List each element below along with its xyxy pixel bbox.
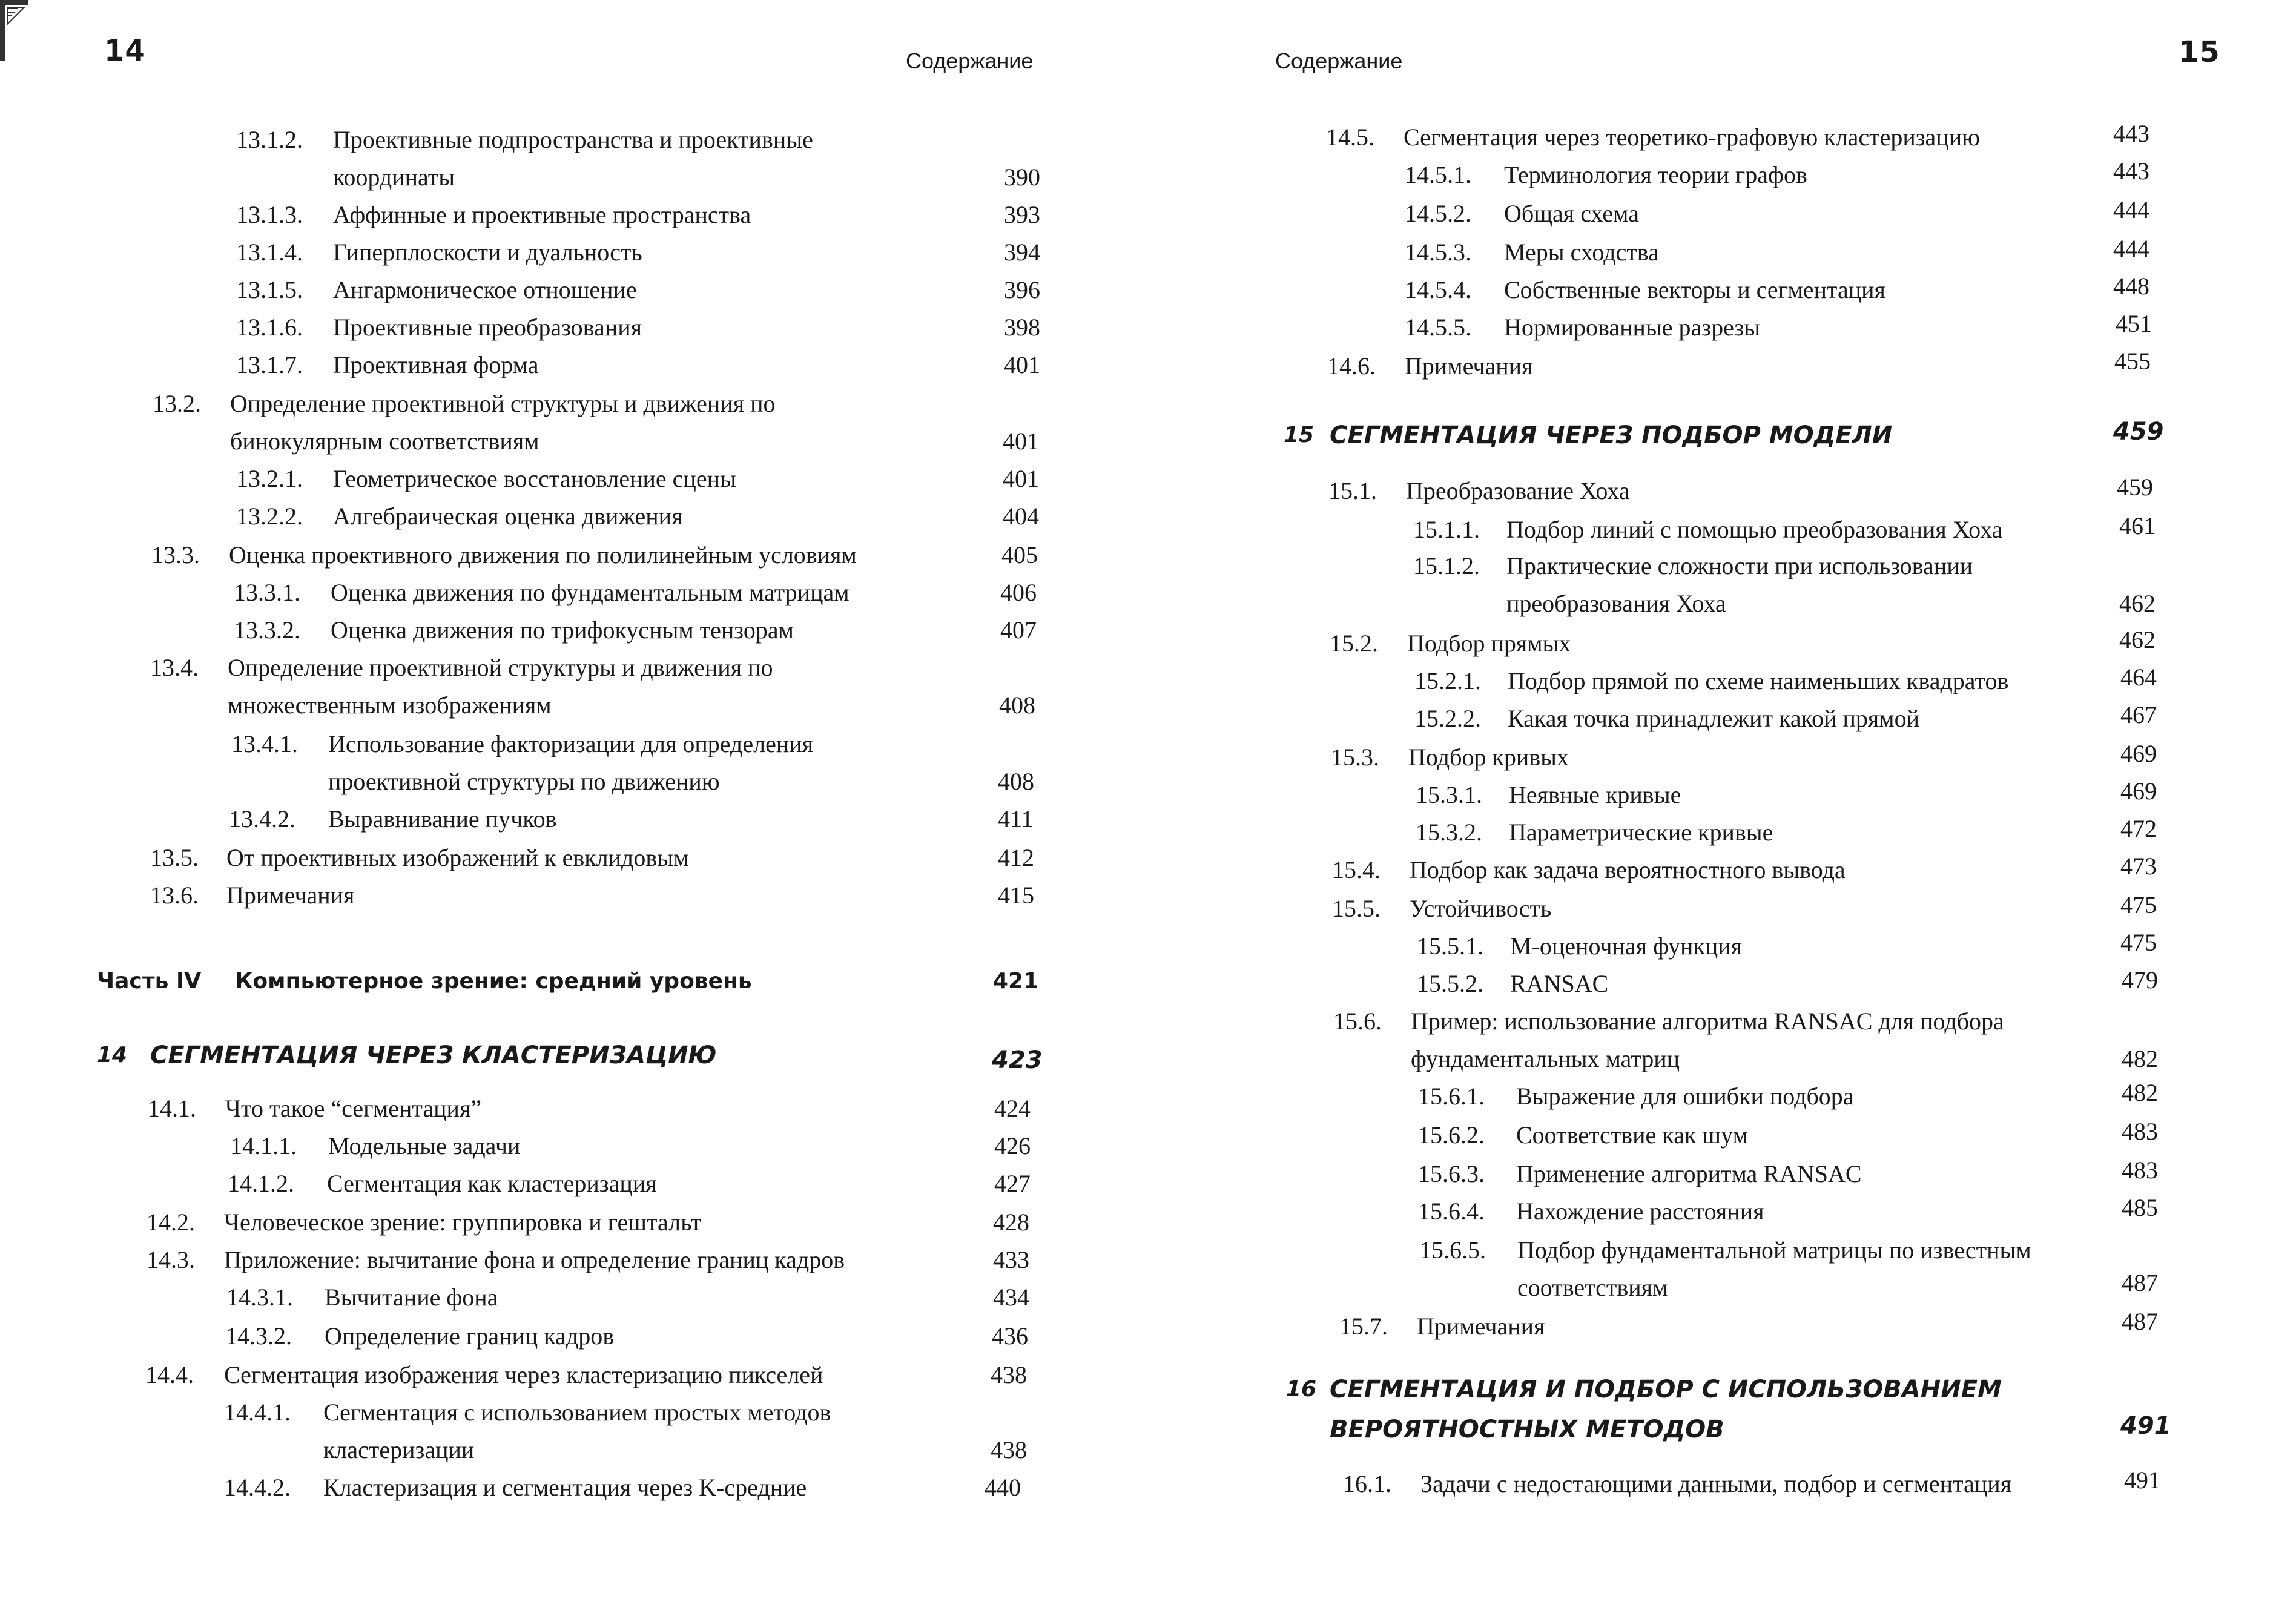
entry-page: 462 (2119, 626, 2156, 653)
toc-entry[interactable] (147, 1241, 1055, 1279)
toc-entry[interactable] (151, 536, 1060, 574)
toc-entry[interactable] (1417, 965, 2180, 1003)
entry-title: Подбор прямой по схеме наименьших квадратов (1508, 667, 2009, 694)
entry-title: Неявные кривые (1509, 781, 1681, 808)
entry-title: Проективные подпространства и проективные (333, 126, 813, 153)
entry-number: 15.3.2. (1416, 819, 1482, 846)
chapter-page: 459 (2113, 418, 2164, 446)
toc-entry[interactable] (1405, 156, 2174, 194)
entry-title: Пример: использование алгоритма RANSAC для подбора (1411, 1008, 2004, 1035)
part-title: Компьютерное зрение: средний уровень (235, 969, 752, 994)
chapter-title: СЕГМЕНТАЦИЯ ЧЕРЕЗ ПОДБОР МОДЕЛИ (1330, 421, 1893, 449)
entry-title: Сегментация как кластеризация (327, 1170, 657, 1197)
entry-title-continued: соответствиям (1517, 1274, 1668, 1301)
entry-number: 15.1. (1328, 477, 1377, 504)
toc-entry[interactable] (148, 1090, 1056, 1127)
entry-number: 15.6.2. (1418, 1121, 1485, 1149)
entry-page: 408 (999, 691, 1035, 719)
toc-entry[interactable] (1417, 928, 2180, 965)
toc-entry[interactable] (1405, 234, 2174, 271)
toc-entry[interactable] (1330, 625, 2177, 662)
entry-number: 15.1.2. (1413, 552, 1480, 579)
entry-page: 438 (991, 1361, 1027, 1388)
entry-title: Практические сложности при использовании (1506, 552, 1973, 579)
toc-entry[interactable] (231, 725, 1055, 800)
entry-page: 438 (991, 1436, 1027, 1463)
running-head: Содержание (1275, 48, 1403, 73)
entry-title: Оценка движения по трифокусным тензорам (331, 616, 794, 644)
toc-entry[interactable] (1405, 195, 2174, 233)
entry-title: Примечания (226, 882, 355, 909)
entry-page: 473 (2120, 853, 2157, 880)
entry-number: 14.1. (148, 1095, 196, 1122)
entry-page: 469 (2120, 777, 2157, 805)
entry-page: 401 (1003, 465, 1039, 492)
entry-number: 14.5.4. (1405, 276, 1471, 303)
toc-entry[interactable] (1339, 1308, 2187, 1345)
entry-number: 14.6. (1327, 352, 1376, 380)
entry-number: 14.5.3. (1405, 239, 1471, 266)
chapter-title: СЕГМЕНТАЦИЯ ЧЕРЕЗ КЛАСТЕРИЗАЦИЮ (150, 1041, 717, 1069)
entry-number: 15.6.5. (1419, 1236, 1486, 1264)
entry-title: Определение границ кадров (325, 1322, 615, 1350)
toc-entry[interactable] (153, 385, 1061, 460)
toc-entry[interactable] (150, 649, 1058, 724)
toc-entry[interactable] (1405, 271, 2174, 309)
entry-title: Сегментация изображения через кластеризацию пикселей (224, 1361, 823, 1388)
toc-entry[interactable] (225, 1318, 1049, 1355)
entry-title: Приложение: вычитание фона и определение границ кадров (224, 1246, 845, 1273)
entry-page: 487 (2122, 1269, 2158, 1296)
toc-entry[interactable] (1405, 309, 2174, 346)
entry-number: 14.4. (145, 1361, 194, 1388)
entry-title: Модельные задачи (328, 1132, 521, 1159)
toc-entry[interactable] (1413, 511, 2176, 549)
entry-page: 408 (998, 768, 1034, 795)
toc-entry[interactable] (1414, 662, 2177, 700)
chapter-number: 14 (97, 1043, 128, 1067)
entry-number: 15.7. (1339, 1313, 1388, 1340)
entry-title: Человеческое зрение: группировка и гештальт (224, 1209, 702, 1236)
entry-number: 13.3.2. (234, 616, 300, 644)
entry-number: 14.4.2. (224, 1474, 291, 1501)
entry-number: 14.5.1. (1405, 161, 1471, 188)
entry-number: 13.1.7. (236, 351, 303, 378)
toc-entry[interactable] (226, 1279, 1050, 1316)
entry-number: 15.2.1. (1414, 667, 1481, 694)
entry-number: 13.4.2. (229, 805, 295, 833)
entry-title: Подбор кривых (1408, 744, 1569, 771)
entry-page: 433 (993, 1246, 1029, 1273)
entry-page: 412 (998, 844, 1034, 871)
entry-title-continued: бинокулярным соответствиям (230, 427, 539, 455)
toc-entry[interactable] (1343, 1465, 2191, 1503)
toc-entry[interactable] (1332, 851, 2180, 889)
entry-title: Меры сходства (1504, 239, 1659, 266)
entry-number: 13.5. (150, 844, 199, 871)
entry-number: 15.6. (1333, 1008, 1382, 1035)
entry-title-continued: фундаментальных матриц (1411, 1045, 1680, 1072)
entry-title: Терминология теории графов (1504, 161, 1807, 188)
chapter-heading[interactable] (1284, 415, 2174, 455)
entry-page: 461 (2119, 512, 2156, 539)
entry-title-continued: проективной структуры по движению (328, 768, 720, 795)
chapter-heading[interactable] (97, 1035, 1041, 1075)
entry-number: 14.5. (1326, 124, 1374, 151)
page-number: 15 (2179, 35, 2220, 69)
entry-title: Задачи с недостающими данными, подбор и сегментация (1420, 1470, 2011, 1497)
toc-entry[interactable] (1413, 547, 2176, 622)
entry-page: 426 (994, 1132, 1031, 1159)
entry-page: 415 (998, 882, 1034, 909)
entry-page: 448 (2113, 272, 2149, 300)
entry-number: 14.3.2. (225, 1322, 292, 1350)
chapter-title: СЕГМЕНТАЦИЯ И ПОДБОР С ИСПОЛЬЗОВАНИЕМ (1330, 1376, 2002, 1404)
entry-title: Устойчивость (1410, 895, 1552, 922)
entry-title: Нормированные разрезы (1504, 314, 1761, 341)
toc-entry[interactable] (236, 309, 1060, 346)
toc-entry[interactable] (1418, 1193, 2181, 1230)
entry-page: 401 (1004, 351, 1040, 378)
entry-page: 427 (994, 1170, 1031, 1197)
entry-number: 15.4. (1332, 856, 1381, 883)
toc-entry[interactable] (1416, 814, 2179, 851)
entry-title: Что такое “сегментация” (225, 1095, 482, 1122)
toc-entry[interactable] (236, 196, 1060, 234)
entry-page: 406 (1000, 579, 1037, 606)
part-heading[interactable] (97, 963, 1041, 1000)
entry-page: 434 (993, 1284, 1029, 1311)
entry-number: 14.5.5. (1405, 314, 1471, 341)
entry-title: Определение проективной структуры и движения по (230, 390, 776, 417)
entry-number: 14.4.1. (224, 1399, 291, 1426)
entry-page: 424 (994, 1095, 1031, 1122)
entry-number: 16.1. (1343, 1470, 1391, 1497)
entry-title-continued: множественным изображениям (228, 691, 552, 719)
entry-page: 436 (992, 1322, 1028, 1350)
entry-page: 479 (2122, 966, 2158, 994)
toc-entry[interactable] (228, 1165, 1051, 1202)
entry-page: 390 (1004, 163, 1040, 191)
entry-page: 444 (2113, 196, 2149, 223)
chapter-number: 16 (1286, 1377, 1317, 1402)
entry-title: Использование факторизации для определения (328, 730, 814, 757)
toc-entry[interactable] (1414, 700, 2177, 737)
entry-number: 15.1.1. (1413, 516, 1480, 543)
entry-number: 14.2. (147, 1209, 195, 1236)
entry-title: Определение проективной структуры и движения по (228, 654, 773, 681)
entry-title: От проективных изображений к евклидовым (226, 844, 689, 871)
toc-entry[interactable] (236, 460, 1060, 498)
toc-entry[interactable] (1331, 739, 2179, 776)
entry-page: 475 (2120, 929, 2157, 956)
entry-title: Сегментация с использованием простых методов (323, 1399, 831, 1426)
toc-entry[interactable] (236, 498, 1060, 535)
toc-entry[interactable] (1333, 1003, 2181, 1078)
toc-entry[interactable] (1332, 890, 2180, 928)
entry-number: 15.2.2. (1414, 705, 1481, 732)
entry-title: Соответствие как шум (1516, 1121, 1748, 1149)
entry-number: 15.5.1. (1417, 932, 1483, 960)
entry-title-continued: кластеризации (323, 1436, 475, 1463)
entry-title: Подбор как задача вероятностного вывода (1410, 856, 1846, 883)
entry-page: 475 (2120, 891, 2157, 919)
entry-page: 483 (2122, 1118, 2158, 1145)
entry-page: 444 (2113, 235, 2149, 262)
entry-number: 15.3. (1331, 744, 1379, 771)
entry-page: 462 (2119, 590, 2156, 617)
entry-number: 13.1.2. (236, 126, 303, 153)
entry-title: Какая точка принадлежит какой прямой (1508, 705, 1919, 732)
entry-number: 13.6. (150, 882, 199, 909)
toc-entry[interactable] (1327, 348, 2175, 385)
entry-page: 411 (998, 805, 1034, 833)
entry-title: Параметрические кривые (1509, 819, 1773, 846)
toc-entry[interactable] (224, 1469, 1047, 1506)
entry-page: 464 (2120, 664, 2157, 691)
entry-title: Алгебраическая оценка движения (333, 503, 683, 530)
toc-entry[interactable] (1418, 1155, 2181, 1193)
entry-title: Подбор прямых (1407, 630, 1571, 657)
entry-title: Общая схема (1504, 200, 1639, 227)
entry-title: Подбор линий с помощью преобразования Хоха (1506, 516, 2003, 543)
entry-title-continued: преобразования Хоха (1506, 590, 1726, 617)
toc-entry[interactable] (150, 877, 1058, 914)
toc-entry[interactable] (1328, 472, 2176, 510)
entry-number: 14.3. (147, 1246, 195, 1273)
entry-title: Аффинные и проективные пространства (333, 201, 751, 228)
toc-entry[interactable] (150, 839, 1058, 877)
toc-entry[interactable] (229, 800, 1052, 838)
entry-number: 15.2. (1330, 630, 1378, 657)
toc-entry[interactable] (145, 1356, 1054, 1394)
entry-number: 14.1.1. (230, 1132, 297, 1159)
toc-entry[interactable] (1418, 1078, 2181, 1115)
entry-page: 459 (2117, 473, 2153, 501)
entry-page: 469 (2120, 740, 2157, 767)
entry-title: Вычитание фона (325, 1284, 498, 1311)
toc-entry[interactable] (236, 271, 1060, 309)
entry-number: 15.3.1. (1416, 781, 1482, 808)
entry-number: 14.3.1. (226, 1284, 293, 1311)
entry-page: 407 (1000, 616, 1037, 644)
chapter-page: 423 (992, 1046, 1043, 1074)
entry-number: 13.1.6. (236, 314, 303, 341)
entry-page: 401 (1003, 427, 1039, 455)
toc-entry[interactable] (234, 574, 1057, 612)
entry-number: 15.6.3. (1418, 1160, 1485, 1187)
toc-entry[interactable] (147, 1204, 1055, 1241)
entry-page: 394 (1004, 239, 1040, 266)
entry-title: Проективная форма (333, 351, 539, 378)
entry-page: 491 (2124, 1466, 2160, 1494)
toc-entry[interactable] (1326, 119, 2174, 156)
entry-title-continued: координаты (333, 163, 455, 191)
entry-page: 443 (2113, 120, 2149, 147)
toc-entry[interactable] (236, 234, 1060, 271)
entry-page: 472 (2120, 815, 2157, 842)
entry-number: 13.4. (150, 654, 199, 681)
part-page: 421 (993, 969, 1039, 994)
entry-title: Оценка движения по фундаментальным матрицам (331, 579, 849, 606)
part-label: Часть IV (97, 969, 202, 994)
entry-number: 15.5. (1332, 895, 1381, 922)
running-head: Содержание (906, 48, 1034, 73)
entry-title: Преобразование Хоха (1406, 477, 1630, 504)
entry-page: 482 (2122, 1045, 2158, 1072)
toc-entry[interactable] (1416, 776, 2179, 814)
entry-page: 467 (2120, 701, 2157, 728)
entry-title: Ангармоническое отношение (333, 276, 637, 303)
toc-entry[interactable] (230, 1127, 1054, 1165)
entry-title: Подбор фундаментальной матрицы по известным (1517, 1236, 2031, 1264)
entry-title: Проективные преобразования (333, 314, 642, 341)
entry-title: Геометрическое восстановление сцены (333, 465, 736, 492)
chapter-heading[interactable] (1286, 1370, 2188, 1450)
page-number: 14 (104, 34, 146, 68)
entry-title: RANSAC (1510, 970, 1609, 997)
entry-page: 396 (1004, 276, 1040, 303)
entry-page: 404 (1003, 503, 1039, 530)
entry-page: 455 (2114, 348, 2151, 375)
entry-page: 482 (2122, 1079, 2158, 1106)
entry-page: 440 (985, 1474, 1021, 1501)
entry-page: 428 (993, 1209, 1029, 1236)
entry-page: 485 (2122, 1194, 2158, 1221)
entry-page: 393 (1004, 201, 1040, 228)
toc-entry[interactable] (224, 1394, 1047, 1469)
entry-number: 14.5.2. (1405, 200, 1471, 227)
entry-title: Собственные векторы и сегментация (1504, 276, 1885, 303)
entry-number: 13.2.2. (236, 503, 303, 530)
toc-entry[interactable] (236, 346, 1060, 384)
entry-number: 13.2.1. (236, 465, 303, 492)
entry-title: Примечания (1405, 352, 1533, 380)
entry-number: 13.4.1. (231, 730, 298, 757)
entry-page: 443 (2113, 157, 2149, 185)
entry-number: 15.5.2. (1417, 970, 1483, 997)
entry-title: Выражение для ошибки подбора (1516, 1083, 1854, 1110)
entry-page: 405 (1001, 541, 1038, 569)
entry-title: Выравнивание пучков (328, 805, 557, 833)
entry-title: Сегментация через теоретико-графовую кластеризацию (1404, 124, 1980, 151)
entry-title: М-оценочная функция (1510, 932, 1743, 960)
toc-entry[interactable] (1418, 1117, 2181, 1154)
entry-number: 14.1.2. (228, 1170, 294, 1197)
entry-number: 13.1.3. (236, 201, 303, 228)
toc-entry[interactable] (1419, 1232, 2182, 1307)
entry-page: 487 (2122, 1308, 2158, 1335)
entry-number: 13.2. (153, 390, 201, 417)
entry-page: 398 (1004, 314, 1040, 341)
right-page (1148, 0, 2296, 1613)
entry-number: 13.1.5. (236, 276, 303, 303)
entry-title: Оценка проективного движения по полилинейным условиям (229, 541, 857, 569)
corner-ornament-icon (0, 0, 28, 61)
toc-entry[interactable] (236, 121, 1060, 196)
entry-number: 13.1.4. (236, 239, 303, 266)
chapter-title-continued: ВЕРОЯТНОСТНЫХ МЕТОДОВ (1330, 1416, 1724, 1443)
entry-number: 15.6.1. (1418, 1083, 1485, 1110)
entry-title: Применение алгоритма RANSAC (1516, 1160, 1862, 1187)
entry-title: Примечания (1417, 1313, 1545, 1340)
entry-number: 13.3.1. (234, 579, 300, 606)
chapter-number: 15 (1284, 423, 1315, 447)
chapter-page: 491 (2120, 1412, 2171, 1440)
entry-title: Нахождение расстояния (1516, 1198, 1764, 1225)
entry-number: 13.3. (151, 541, 200, 569)
entry-title: Гиперплоскости и дуальность (333, 239, 642, 266)
entry-page: 451 (2116, 310, 2152, 337)
entry-number: 15.6.4. (1418, 1198, 1485, 1225)
entry-page: 483 (2122, 1156, 2158, 1184)
toc-entry[interactable] (234, 612, 1057, 649)
entry-title: Кластеризация и сегментация через K-средние (323, 1474, 807, 1501)
